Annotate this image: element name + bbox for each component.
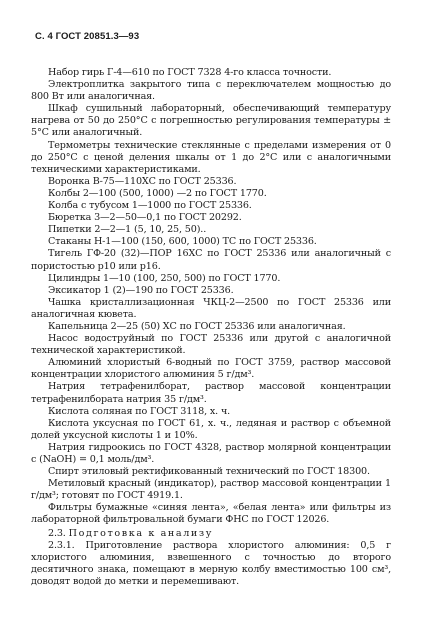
section-heading — [31, 528, 391, 540]
paragraph: Насос водоструйный по ГОСТ 25336 или другой с аналогичной технической характеристикой. — [31, 333, 391, 357]
paragraph: Алюминий хлористый 6-водный по ГОСТ 3759, раствор массовой концентрации хлористого алюминия 5 г/дм³. — [31, 357, 391, 381]
page-number: С. 4 — [35, 31, 53, 42]
paragraph: Натрия гидроокись по ГОСТ 4328, раствор молярной концентрации с (NaOH) = 0,1 моль/дм³. — [31, 441, 391, 465]
paragraph: Колба с тубусом 1—1000 по ГОСТ 25336. — [48, 200, 252, 212]
paragraph: Цилиндры 1—10 (100, 250, 500) по ГОСТ 1770. — [48, 272, 281, 284]
paragraph: Фильтры бумажные «синяя лента», «белая лента» или фильтры из лабораторной фильтровальной бумаги ФНС по ГОСТ 12026. — [31, 502, 391, 526]
paragraph: Кислота соляная по ГОСТ 3118, х. ч. — [48, 405, 231, 417]
paragraph: Кислота уксусная по ГОСТ 61, х. ч., ледяная и раствор с объемной долей уксусной кислоты 1 и 10%. — [31, 417, 391, 441]
paragraph: Электроплитка закрытого типа с переключателем мощностью до 800 Вт или аналогичная. — [31, 79, 391, 103]
paragraph: Стаканы Н-1—100 (150, 600, 1000) ТС по ГОСТ 25336. — [48, 236, 317, 248]
paragraph: Бюретка 3—2—50—0,1 по ГОСТ 20292. — [48, 212, 242, 224]
paragraph: Тигель ГФ-20 (32)—ПОР 16ХС по ГОСТ 25336 или аналогичный с пористостью р10 или р16. — [31, 248, 391, 272]
paragraph: Чашка кристаллизационная ЧКЦ-2—2500 по ГОСТ 25336 или аналогичная кювета. — [31, 296, 391, 320]
paragraph: Спирт этиловый ректификованный технический по ГОСТ 18300. — [48, 466, 370, 478]
document-body — [31, 67, 391, 588]
paragraph: Термометры технические стеклянные с пределами измерения от 0 до 250°С с ценой деления шкалы от 1 до 2°С или с аналогичными техническими характеристиками. — [31, 139, 391, 175]
standard-number: ГОСТ 20851.3—93 — [55, 31, 140, 42]
paragraph: Пипетки 2—2—1 (5, 10, 25, 50).. — [48, 224, 207, 236]
paragraph: Метиловый красный (индикатор), раствор массовой концентрации 1 г/дм³; готовят по ГОСТ 4919.1. — [31, 478, 391, 502]
paragraph: Набор гирь Г-4—610 по ГОСТ 7328 4-го класса точности. — [48, 67, 332, 78]
paragraph: Воронка В-75—110ХС по ГОСТ 25336. — [48, 175, 237, 187]
paragraph: Колбы 2—100 (500, 1000) —2 по ГОСТ 1770. — [48, 187, 267, 199]
paragraph: Капельница 2—25 (50) ХС по ГОСТ 25336 или аналогичная. — [48, 320, 346, 332]
section-number: 2.3. — [48, 527, 66, 539]
paragraph: Эксикатор 1 (2)—190 по ГОСТ 25336. — [48, 284, 234, 296]
paragraph: Шкаф сушильный лабораторный, обеспечивающий температуру нагрева от 50 до 250°С с погрешностью регулирования температуры ± 5°С или аналогичный. — [31, 103, 391, 139]
section-title: Подготовка к анализу — [68, 527, 213, 539]
paragraph: Натрия тетрафенилборат, раствор массовой концентрации тетрафенилбората натрия 35 г/дм³. — [31, 381, 391, 405]
page-header — [35, 31, 139, 42]
subsection-paragraph: 2.3.1. Приготовление раствора хлористого алюминия: 0,5 г хлористого алюминия, взвешенного с точностью до второго десятичного знака, помещают в мерную колбу вместимостью 100 см³, доводят водой до метки и перемешивают. — [31, 539, 391, 587]
